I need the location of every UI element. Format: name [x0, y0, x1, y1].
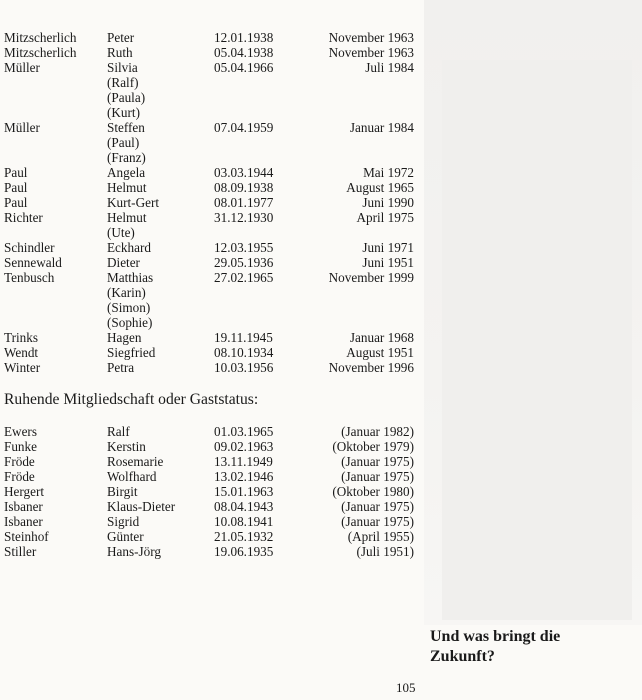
member-birth-date: 01.03.1965	[214, 424, 274, 439]
member-join-date: Mai 1972	[363, 165, 414, 180]
member-join-date: (April 1955)	[347, 529, 414, 544]
member-last-name: Müller	[4, 60, 40, 75]
member-last-name: Paul	[4, 195, 28, 210]
member-join-date: Juni 1971	[362, 240, 414, 255]
member-first-name: Helmut	[107, 210, 147, 225]
member-first-name: Silvia	[107, 60, 138, 75]
member-join-date: (Januar 1975)	[341, 514, 414, 529]
member-first-name: (Kurt)	[107, 105, 140, 120]
member-birth-date: 19.06.1935	[214, 544, 274, 559]
member-first-name: Ruth	[107, 45, 133, 60]
member-join-date: April 1975	[356, 210, 414, 225]
member-first-name: (Paula)	[107, 90, 146, 105]
member-birth-date: 13.02.1946	[214, 469, 274, 484]
member-birth-date: 19.11.1945	[214, 330, 273, 345]
member-last-name: Müller	[4, 120, 40, 135]
member-first-name: Hans-Jörg	[107, 544, 161, 559]
bleed-through-image	[442, 60, 632, 620]
member-birth-date: 12.01.1938	[214, 30, 274, 45]
member-join-date: November 1999	[328, 270, 414, 285]
member-first-name: (Paul)	[107, 135, 140, 150]
member-birth-date: 05.04.1938	[214, 45, 274, 60]
resting-section-heading: Ruhende Mitgliedschaft oder Gaststatus:	[4, 391, 259, 408]
member-last-name: Isbaner	[4, 499, 43, 514]
member-first-name: (Sophie)	[107, 315, 153, 330]
member-birth-date: 29.05.1936	[214, 255, 274, 270]
member-join-date: Juni 1951	[362, 255, 414, 270]
member-birth-date: 10.08.1941	[214, 514, 274, 529]
member-last-name: Stiller	[4, 544, 37, 559]
member-first-name: (Ralf)	[107, 75, 139, 90]
member-first-name: Wolfhard	[107, 469, 157, 484]
member-first-name: Peter	[107, 30, 135, 45]
member-first-name: Petra	[107, 360, 135, 375]
member-first-name: Kerstin	[107, 439, 146, 454]
member-last-name: Schindler	[4, 240, 55, 255]
member-join-date: November 1996	[328, 360, 414, 375]
member-first-name: Siegfried	[107, 345, 156, 360]
member-first-name: Rosemarie	[107, 454, 164, 469]
member-last-name: Fröde	[4, 469, 35, 484]
member-first-name: Eckhard	[107, 240, 151, 255]
member-join-date: (Januar 1982)	[341, 424, 414, 439]
member-join-date: (Januar 1975)	[341, 499, 414, 514]
member-birth-date: 12.03.1955	[214, 240, 274, 255]
member-join-date: November 1963	[328, 30, 414, 45]
member-birth-date: 07.04.1959	[214, 120, 274, 135]
page-number: 105	[396, 680, 416, 695]
member-first-name: Helmut	[107, 180, 147, 195]
member-join-date: (Januar 1975)	[341, 469, 414, 484]
member-birth-date: 08.04.1943	[214, 499, 274, 514]
member-join-date: Juli 1984	[365, 60, 414, 75]
member-join-date: August 1951	[346, 345, 414, 360]
member-last-name: Trinks	[4, 330, 38, 345]
member-join-date: (Juli 1951)	[356, 544, 414, 559]
member-first-name: Sigrid	[107, 514, 140, 529]
member-last-name: Richter	[4, 210, 43, 225]
member-first-name: Steffen	[107, 120, 145, 135]
member-first-name: Dieter	[107, 255, 140, 270]
member-last-name: Mitzscherlich	[4, 45, 77, 60]
member-last-name: Winter	[4, 360, 41, 375]
member-birth-date: 09.02.1963	[214, 439, 274, 454]
member-last-name: Fröde	[4, 454, 35, 469]
member-first-name: Kurt-Gert	[107, 195, 159, 210]
member-last-name: Sennewald	[4, 255, 62, 270]
member-first-name: Ralf	[107, 424, 130, 439]
member-birth-date: 05.04.1966	[214, 60, 274, 75]
member-first-name: Angela	[107, 165, 146, 180]
member-join-date: (Oktober 1980)	[332, 484, 414, 499]
member-join-date: Januar 1968	[349, 330, 414, 345]
member-birth-date: 21.05.1932	[214, 529, 274, 544]
member-join-date: (Januar 1975)	[341, 454, 414, 469]
member-birth-date: 03.03.1944	[214, 165, 274, 180]
member-birth-date: 15.01.1963	[214, 484, 274, 499]
member-birth-date: 27.02.1965	[214, 270, 274, 285]
member-first-name: Hagen	[107, 330, 142, 345]
member-join-date: (Oktober 1979)	[332, 439, 414, 454]
member-join-date: August 1965	[346, 180, 414, 195]
member-last-name: Paul	[4, 180, 28, 195]
member-birth-date: 08.10.1934	[214, 345, 274, 360]
member-first-name: (Franz)	[107, 150, 146, 165]
member-last-name: Steinhof	[4, 529, 49, 544]
member-last-name: Tenbusch	[4, 270, 55, 285]
member-first-name: Birgit	[107, 484, 138, 499]
member-last-name: Ewers	[4, 424, 37, 439]
member-join-date: November 1963	[328, 45, 414, 60]
next-section-title: Und was bringt die Zukunft?	[430, 628, 561, 665]
member-join-date: Januar 1984	[349, 120, 414, 135]
member-last-name: Funke	[4, 439, 37, 454]
member-first-name: Matthias	[107, 270, 154, 285]
member-last-name: Mitzscherlich	[4, 30, 77, 45]
member-first-name: (Ute)	[107, 225, 135, 240]
member-first-name: Klaus-Dieter	[107, 499, 176, 514]
member-birth-date: 08.01.1977	[214, 195, 274, 210]
member-join-date: Juni 1990	[362, 195, 414, 210]
member-last-name: Wendt	[4, 345, 39, 360]
member-birth-date: 13.11.1949	[214, 454, 273, 469]
member-last-name: Isbaner	[4, 514, 43, 529]
member-last-name: Paul	[4, 165, 28, 180]
member-birth-date: 08.09.1938	[214, 180, 274, 195]
member-first-name: (Karin)	[107, 285, 146, 300]
member-last-name: Hergert	[4, 484, 45, 499]
member-birth-date: 31.12.1930	[214, 210, 274, 225]
member-first-name: Günter	[107, 529, 144, 544]
member-birth-date: 10.03.1956	[214, 360, 274, 375]
member-first-name: (Simon)	[107, 300, 151, 315]
